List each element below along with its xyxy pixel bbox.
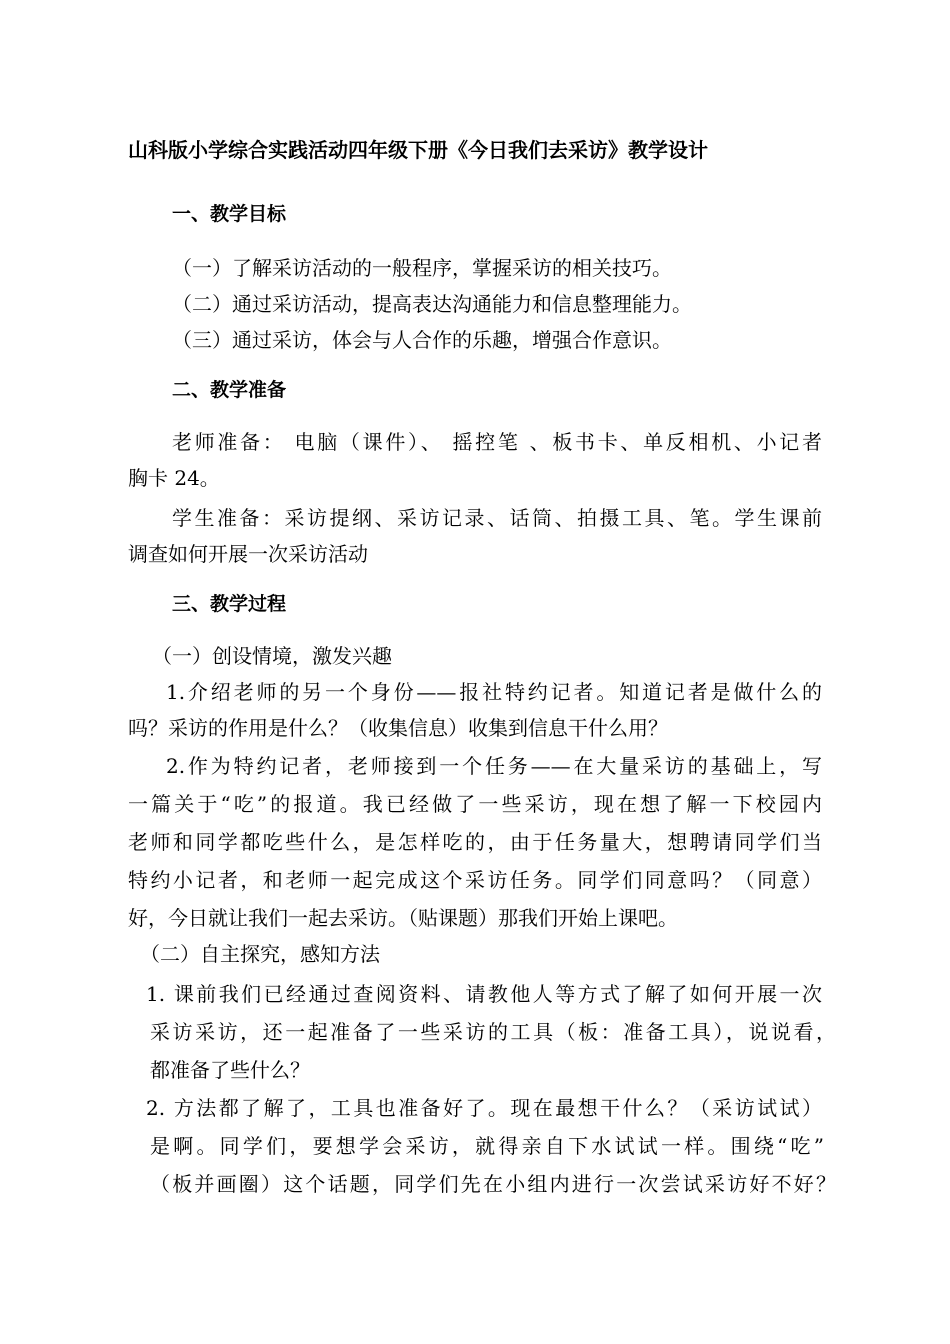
paragraph-1-line-2: 吗？采访的作用是什么？（收集信息）收集到信息干什么用？ xyxy=(128,716,668,740)
subsection-heading-1: （一）创设情境，激发兴趣 xyxy=(152,644,392,668)
goal-item-2: （二）通过采访活动，提高表达沟通能力和信息整理能力。 xyxy=(172,292,692,316)
paragraph-2-line-5: 好，今日就让我们一起去采访。（贴课题）那我们开始上课吧。 xyxy=(128,906,678,930)
question-1-line-2: 采访采访，还一起准备了一些采访的工具（板：准备工具），说说看， xyxy=(150,1020,836,1044)
teacher-prep-line-1: 老师准备： 电脑（课件）、 摇控笔 、板书卡、单反相机、小记者 xyxy=(172,430,822,454)
section-heading-process: 三、教学过程 xyxy=(172,593,287,615)
goal-item-3: （三）通过采访，体会与人合作的乐趣，增强合作意识。 xyxy=(172,328,672,352)
paragraph-1-line-1: 1.介绍老师的另一个身份——报社特约记者。知道记者是做什么的 xyxy=(166,680,822,704)
question-1-line-3: 都准备了些什么？ xyxy=(150,1058,310,1082)
goal-item-1: （一）了解采访活动的一般程序，掌握采访的相关技巧。 xyxy=(172,256,672,280)
subsection-heading-2: （二）自主探究，感知方法 xyxy=(140,942,380,966)
paragraph-2-line-1: 2.作为特约记者，老师接到一个任务——在大量采访的基础上，写 xyxy=(166,754,822,778)
teacher-prep-line-2: 胸卡 24。 xyxy=(128,466,220,490)
question-2-line-2: 是啊。同学们，要想学会采访，就得亲自下水试试一样。围绕“吃” xyxy=(150,1134,824,1158)
question-2-line-1: 2. 方法都了解了，工具也准备好了。现在最想干什么？（采访试试） xyxy=(146,1096,822,1120)
section-heading-goals: 一、教学目标 xyxy=(172,203,287,225)
section-heading-preparation: 二、教学准备 xyxy=(172,379,287,401)
question-1-line-1: 1. 课前我们已经通过查阅资料、请教他人等方式了解了如何开展一次 xyxy=(146,982,822,1006)
document-title: 山科版小学综合实践活动四年级下册《今日我们去采访》教学设计 xyxy=(128,138,708,162)
paragraph-2-line-4: 特约小记者，和老师一起完成这个采访任务。同学们同意吗？（同意） xyxy=(128,868,822,892)
student-prep-line-2: 调查如何开展一次采访活动 xyxy=(128,542,368,566)
paragraph-2-line-2: 一篇关于“吃”的报道。我已经做了一些采访，现在想了解一下校园内 xyxy=(128,792,822,816)
student-prep-line-1: 学生准备：采访提纲、采访记录、话筒、拍摄工具、笔。学生课前 xyxy=(172,506,822,530)
question-2-line-3: （板并画圈）这个话题，同学们先在小组内进行一次尝试采访好不好？ xyxy=(150,1172,836,1196)
paragraph-2-line-3: 老师和同学都吃些什么，是怎样吃的，由于任务量大，想聘请同学们当 xyxy=(128,830,822,854)
